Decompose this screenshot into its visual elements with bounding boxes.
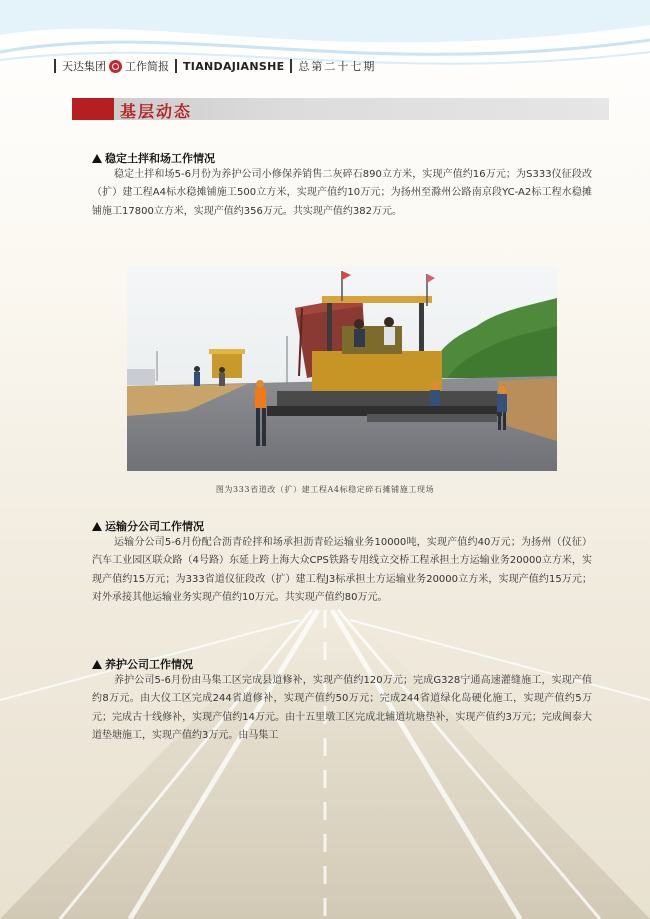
header-wave-decoration [0, 0, 650, 90]
header-divider [290, 59, 292, 73]
header-subtitle: 工作简报 [125, 60, 169, 73]
photo-caption: 图为333省道改（扩）建工程A4标稳定碎石摊铺施工现场 [215, 485, 435, 494]
article-body: 稳定土拌和场5-6月份为养护公司小修保养销售二灰碎石890立方米，实现产值约16万元；为S333仪征段改（扩）建工程A4标水稳摊铺施工500立方米，实现产值约10万元；为扬州至滁州公路南京段YC-A2标工程水稳摊铺施工17800立方米，实现产值约356万元。共实现产值约382万元。 [92, 169, 592, 217]
header-latin-name: TIANDAJIANSHE [183, 59, 285, 73]
article-body: 运输分公司5-6月份配合沥青砼拌和场承担沥青砼运输业务10000吨，实现产值约40万元；为扬州（仪征）汽车工业园区联众路（4号路）东延上跨上海大众CPS铁路专用线立交桥工程承担土方运输业务20000立方米，实现产值约15万元；为333省道仪征段改（扩）建工程J3标承担土方运输业务20000立方米，实现产值约15万元；对外承接其他运输业务实现产值约10万元。共实现产值约80万元。 [92, 537, 592, 604]
company-logo-icon [109, 60, 122, 73]
triangle-bullet-icon [92, 660, 102, 669]
section-title: 基层动态 [120, 102, 193, 121]
header-divider [175, 59, 177, 73]
article-heading: 稳定土拌和场工作情况 [92, 150, 215, 166]
article-body: 养护公司5-6月份由马集工区完成县道修补，实现产值约120万元；完成G328宁通高速灌缝施工，实现产值约8万元。由大仪工区完成244省道修补，实现产值约50万元；完成244省道绿化岛硬化施工，实现产值约5万元；完成古十线修补，实现产值约14万元。由十五里墩工区完成北辅道坑塘垫补，实现产值约3万元；完成闽泰大道垫塘施工，实现产值约3万元。由马集工 [92, 675, 592, 742]
article-heading: 养护公司工作情况 [92, 656, 193, 672]
header-divider [54, 59, 56, 73]
triangle-bullet-icon [92, 154, 102, 163]
header-brand: 天达集团 [62, 60, 106, 73]
triangle-bullet-icon [92, 522, 102, 531]
section-banner-accent [72, 98, 114, 120]
paving-site-photo [127, 266, 557, 471]
header-issue-number: 总第二十七期 [298, 60, 377, 73]
page-header [48, 56, 376, 76]
article-heading: 运输分公司工作情况 [92, 518, 204, 534]
